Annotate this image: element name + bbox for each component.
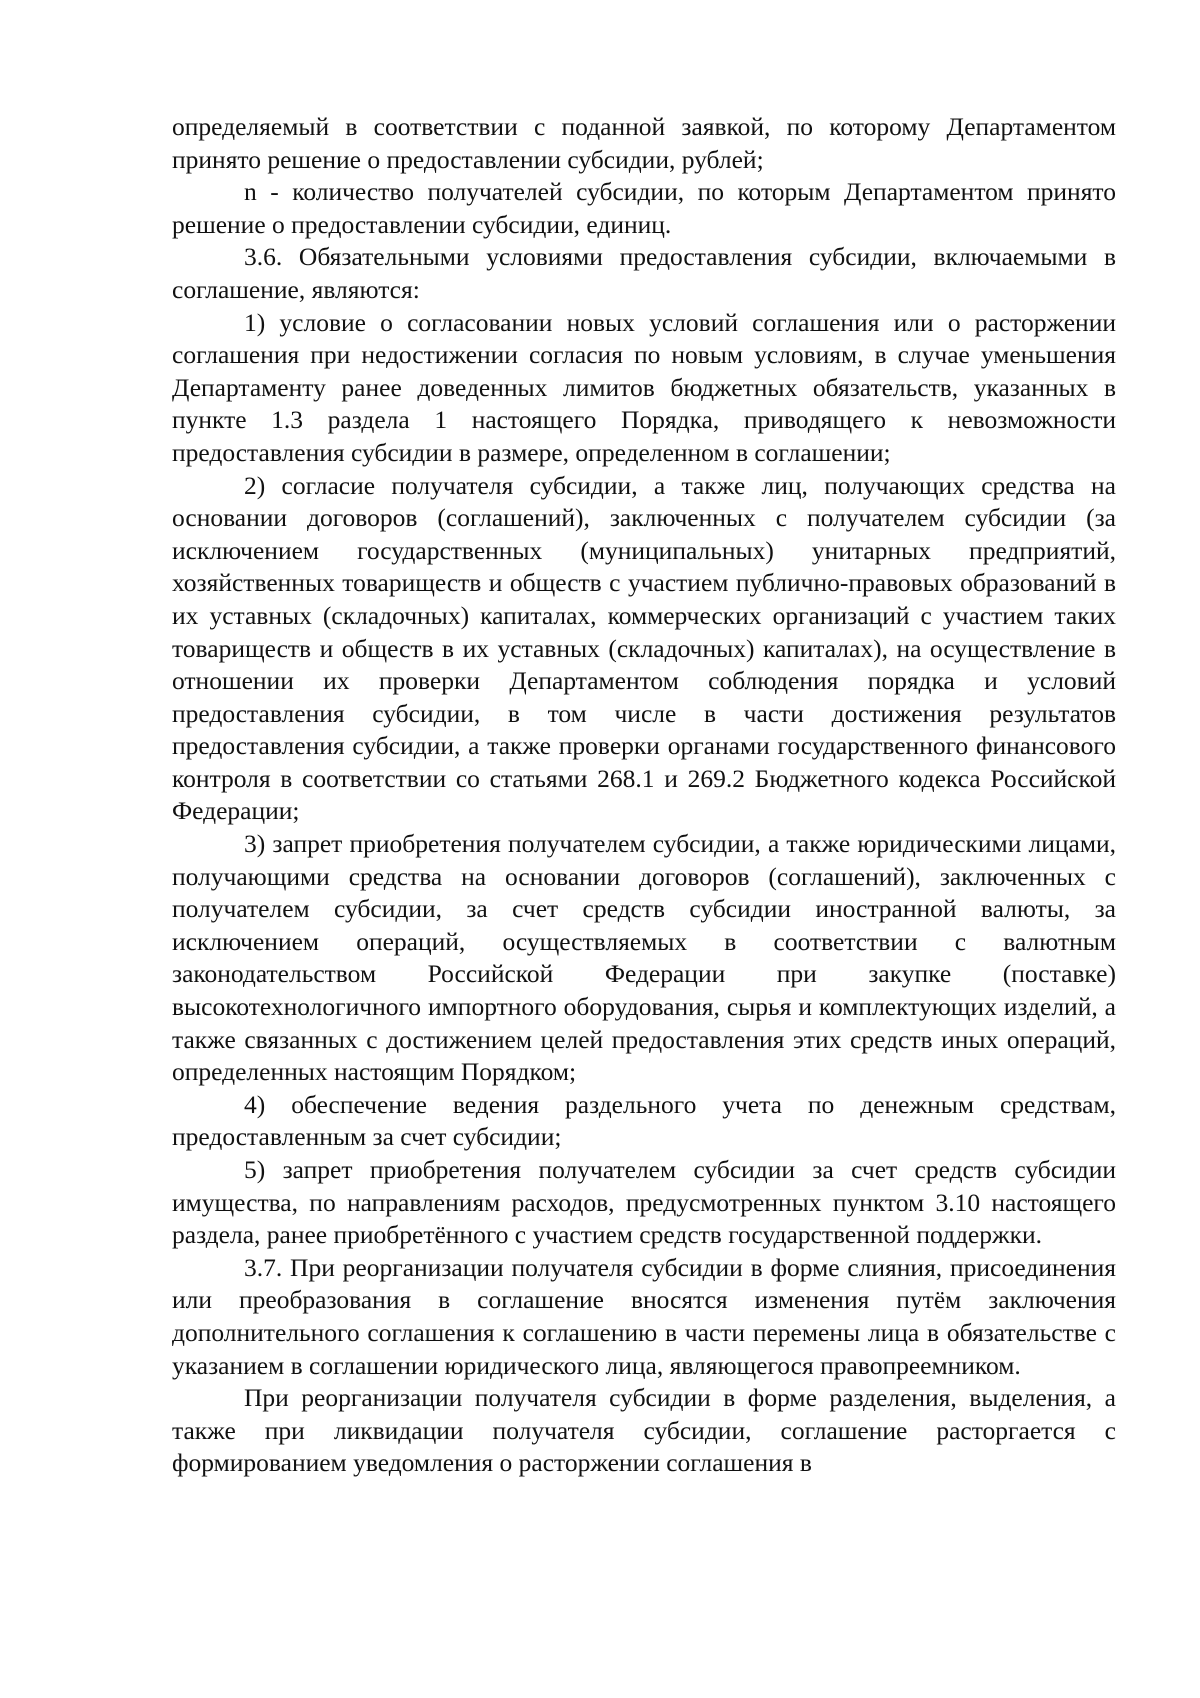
document-page — [172, 111, 1116, 1480]
paragraph-condition-5: 5) запрет приобретения получателем субсидии за счет средств субсидии имущества, по направлениям расходов, предусмотренных пунктом 3.10 настоящего раздела, ранее приобретённого с участием средств государственной поддержки. — [172, 1155, 1116, 1250]
paragraph-formula-variable-continuation: определяемый в соответствии с поданной заявкой, по которому Департаментом принято решение о предоставлении субсидии, рублей; — [172, 112, 1116, 174]
paragraph-condition-4: 4) обеспечение ведения раздельного учета по денежным средствам, предоставленным за счет субсидии; — [172, 1089, 1116, 1152]
paragraph-3-7: 3.7. При реорганизации получателя субсидии в форме слияния, присоединения или преобразования в соглашение вносятся изменения путём заключения дополнительного соглашения к соглашению в части перемены лица в обязательстве с указанием в соглашении юридического лица, являющегося правопреемником. — [172, 1252, 1116, 1380]
paragraph-reorganization-split: При реорганизации получателя субсидии в форме разделения, выделения, а также при ликвидации получателя субсидии, соглашение расторгается с формированием уведомления о расторжении соглашения в — [172, 1383, 1116, 1478]
paragraph-condition-1: 1) условие о согласовании новых условий соглашения или о расторжении соглашения при недостижении согласия по новым условиям, в случае уменьшения Департаменту ранее доведенных лимитов бюджетных обязательств, указанных в пункте 1.3 раздела 1 настоящего Порядка, приводящего к невозможности предоставления субсидии в размере, определенном в соглашении; — [172, 307, 1116, 467]
paragraph-3-6-heading: 3.6. Обязательными условиями предоставления субсидии, включаемыми в соглашение, являются: — [172, 242, 1116, 304]
paragraph-n-definition: n - количество получателей субсидии, по которым Департаментом принято решение о предоставлении субсидии, единиц. — [172, 177, 1116, 239]
paragraph-condition-2: 2) согласие получателя субсидии, а также лиц, получающих средства на основании договоров (соглашений), заключенных с получателем субсидии (за исключением государственных (муниципальных) унитарных предприятий, хозяйственных товариществ и обществ с участием публично-правовых образований в их уставных (складочных) капиталах, коммерческих организаций с участием таких товариществ и обществ в их уставных (складочных) капиталах), на осуществление в отношении их проверки Департаментом соблюдения порядка и условий предоставления субсидии, в том числе в части достижения результатов предоставления субсидии, а также проверки органами государственного финансового контроля в соответствии со статьями 268.1 и 269.2 Бюджетного кодекса Российской Федерации; — [172, 470, 1116, 826]
paragraph-condition-3: 3) запрет приобретения получателем субсидии, а также юридическими лицами, получающими средства на основании договоров (соглашений), заключенных с получателем субсидии, за счет средств субсидии иностранной валюты, за исключением операций, осуществляемых в соответствии с валютным законодательством Российской Федерации при закупке (поставке) высокотехнологичного импортного оборудования, сырья и комплектующих изделий, а также связанных с достижением целей предоставления этих средств иных операций, определенных настоящим Порядком; — [172, 829, 1116, 1087]
